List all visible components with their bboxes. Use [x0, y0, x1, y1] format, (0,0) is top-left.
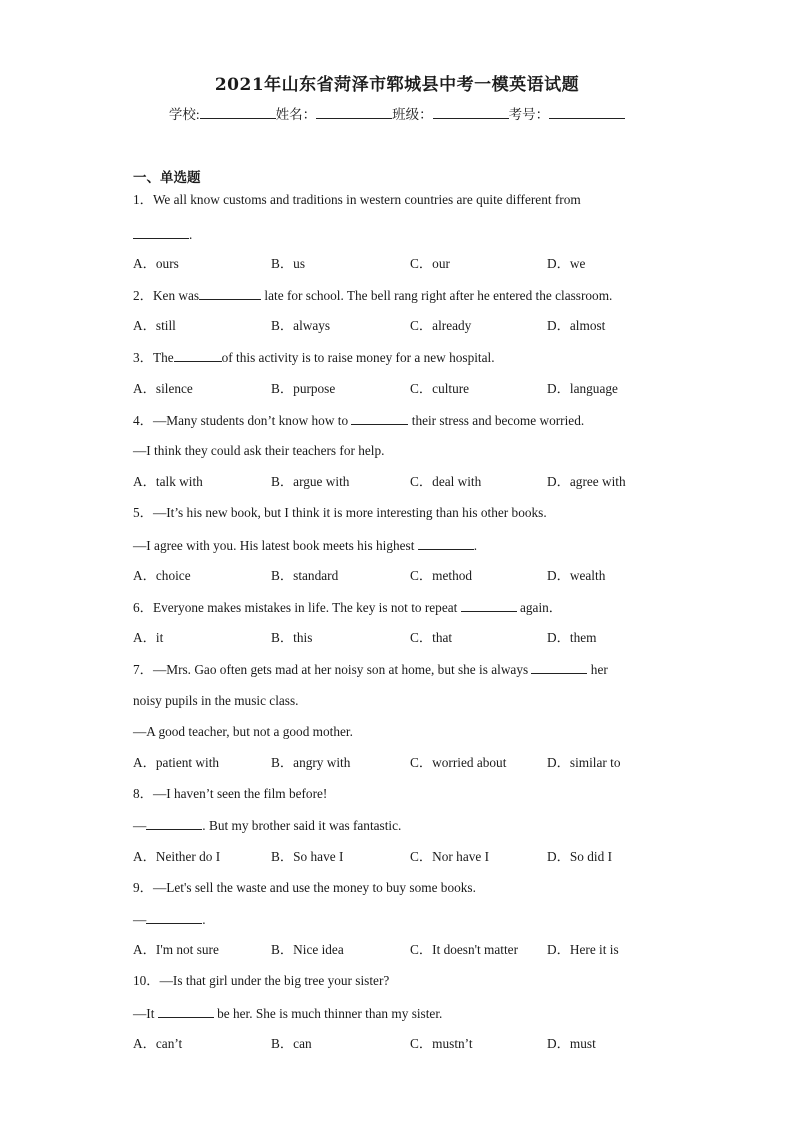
- answer-blank[interactable]: [146, 911, 202, 924]
- question-6-stem: [133, 599, 562, 616]
- question-9-reply: [133, 911, 206, 928]
- answer-blank[interactable]: [158, 1005, 214, 1018]
- answer-blank[interactable]: [146, 817, 202, 830]
- stem-text: 6．Everyone makes mistakes in life. The key is not to repeat: [133, 600, 461, 615]
- option-d[interactable]: D．wealth: [547, 568, 606, 583]
- option-c[interactable]: C．worried about: [410, 755, 507, 770]
- page-title: 2021年山东省菏泽市郓城县中考一模英语试题: [214, 75, 580, 95]
- question-5-stem: 5．—It’s his new book, but I think it is more interesting than his other books.: [133, 505, 547, 520]
- option-a[interactable]: A．ours: [133, 256, 179, 271]
- option-d[interactable]: D．we: [547, 256, 586, 271]
- question-4-stem: [133, 412, 584, 429]
- question-7-reply: —A good teacher, but not a good mother.: [133, 724, 353, 739]
- option-b[interactable]: B．purpose: [271, 381, 336, 396]
- stem-text: .: [473, 538, 478, 553]
- option-b[interactable]: B．Nice idea: [271, 942, 344, 957]
- stem-text: late for school. The bell rang right after he entered the classroom.: [261, 288, 613, 303]
- option-c[interactable]: C．It doesn't matter: [410, 942, 519, 957]
- stem-text: her: [587, 662, 608, 677]
- option-a[interactable]: A．can’t: [133, 1036, 183, 1051]
- question-4-reply: —I think they could ask their teachers for help.: [133, 443, 385, 458]
- question-7-stem: [133, 661, 608, 678]
- class-label: 班级：: [392, 107, 433, 122]
- student-info-row: [0, 103, 794, 123]
- option-c[interactable]: C．Nor have I: [410, 849, 490, 864]
- stem-text: their stress and become worried.: [408, 413, 585, 428]
- option-d[interactable]: D．language: [547, 381, 618, 396]
- stem-text: —I agree with you. His latest book meets his highest: [133, 538, 418, 553]
- answer-blank[interactable]: [418, 537, 474, 550]
- option-b[interactable]: B．angry with: [271, 755, 351, 770]
- stem-text: .: [202, 912, 206, 927]
- stem-text: 7．—Mrs. Gao often gets mad at her noisy son at home, but she is always: [133, 662, 532, 677]
- answer-blank[interactable]: [199, 287, 261, 300]
- option-d[interactable]: D．Here it is: [547, 942, 619, 957]
- exam-no-label: 考号：: [508, 107, 550, 122]
- answer-blank[interactable]: [174, 349, 222, 362]
- school-label: 学校:: [168, 107, 200, 122]
- question-8-stem: 8．—I haven’t seen the film before!: [133, 786, 328, 801]
- option-b[interactable]: B．always: [271, 318, 331, 333]
- option-a[interactable]: A．Neither do I: [133, 849, 221, 864]
- question-10-reply: [133, 1005, 442, 1022]
- stem-text: 3．The: [133, 350, 174, 365]
- answer-blank[interactable]: [531, 661, 587, 674]
- option-c[interactable]: C．our: [410, 256, 450, 271]
- option-a[interactable]: A．silence: [133, 381, 193, 396]
- option-d[interactable]: D．them: [547, 630, 597, 645]
- option-b[interactable]: B．can: [271, 1036, 312, 1051]
- name-label: 姓名：: [275, 107, 317, 122]
- answer-blank[interactable]: [461, 599, 517, 612]
- stem-text: .: [189, 227, 193, 242]
- stem-text: of this activity is to raise money for a new hospital.: [221, 350, 495, 365]
- option-c[interactable]: C．mustn’t: [410, 1036, 473, 1051]
- question-10-stem: 10．—Is that girl under the big tree your sister?: [133, 973, 390, 988]
- stem-text: 2．Ken was: [133, 288, 200, 303]
- question-8-reply: [133, 817, 401, 834]
- option-a[interactable]: A．talk with: [133, 474, 203, 489]
- option-a[interactable]: A．I'm not sure: [133, 942, 219, 957]
- stem-text: be her. She is much thinner than my sister.: [213, 1006, 443, 1021]
- stem-text: 4．—Many students don’t know how to: [133, 413, 352, 428]
- option-a[interactable]: A．choice: [133, 568, 191, 583]
- option-c[interactable]: C．method: [410, 568, 473, 583]
- name-field[interactable]: [316, 106, 392, 119]
- option-a[interactable]: A．it: [133, 630, 164, 645]
- option-b[interactable]: B．us: [271, 256, 305, 271]
- answer-blank[interactable]: [351, 412, 408, 425]
- option-d[interactable]: D．agree with: [547, 474, 626, 489]
- stem-text: —It: [133, 1006, 158, 1021]
- stem-text: —: [133, 818, 147, 833]
- stem-text: . But my brother said it was fantastic.: [202, 818, 402, 833]
- question-2-stem: [133, 287, 612, 304]
- section-heading: 一、单选题: [133, 170, 201, 186]
- option-b[interactable]: B．standard: [271, 568, 339, 583]
- exam-no-field[interactable]: [549, 106, 625, 119]
- stem-text: —: [133, 912, 147, 927]
- option-d[interactable]: D．almost: [547, 318, 606, 333]
- question-3-stem: [133, 349, 495, 366]
- question-1-blank-line: [133, 226, 192, 243]
- option-c[interactable]: C．that: [410, 630, 453, 645]
- option-a[interactable]: A．patient with: [133, 755, 220, 770]
- answer-blank[interactable]: [133, 226, 189, 239]
- question-1-stem: 1．We all know customs and traditions in western countries are quite different from: [133, 192, 581, 207]
- question-7-stem-cont: noisy pupils in the music class.: [133, 693, 299, 708]
- option-b[interactable]: B．this: [271, 630, 313, 645]
- option-c[interactable]: C．culture: [410, 381, 470, 396]
- option-d[interactable]: D．So did I: [547, 849, 613, 864]
- class-field[interactable]: [433, 106, 509, 119]
- option-c[interactable]: C．already: [410, 318, 472, 333]
- option-a[interactable]: A．still: [133, 318, 176, 333]
- school-field[interactable]: [200, 106, 276, 119]
- option-b[interactable]: B．argue with: [271, 474, 350, 489]
- option-d[interactable]: D．must: [547, 1036, 596, 1051]
- question-9-stem: 9．—Let's sell the waste and use the money to buy some books.: [133, 880, 476, 895]
- option-d[interactable]: D．similar to: [547, 755, 621, 770]
- question-5-reply: [133, 537, 477, 554]
- stem-text: again．: [516, 600, 563, 615]
- option-c[interactable]: C．deal with: [410, 474, 482, 489]
- option-b[interactable]: B．So have I: [271, 849, 344, 864]
